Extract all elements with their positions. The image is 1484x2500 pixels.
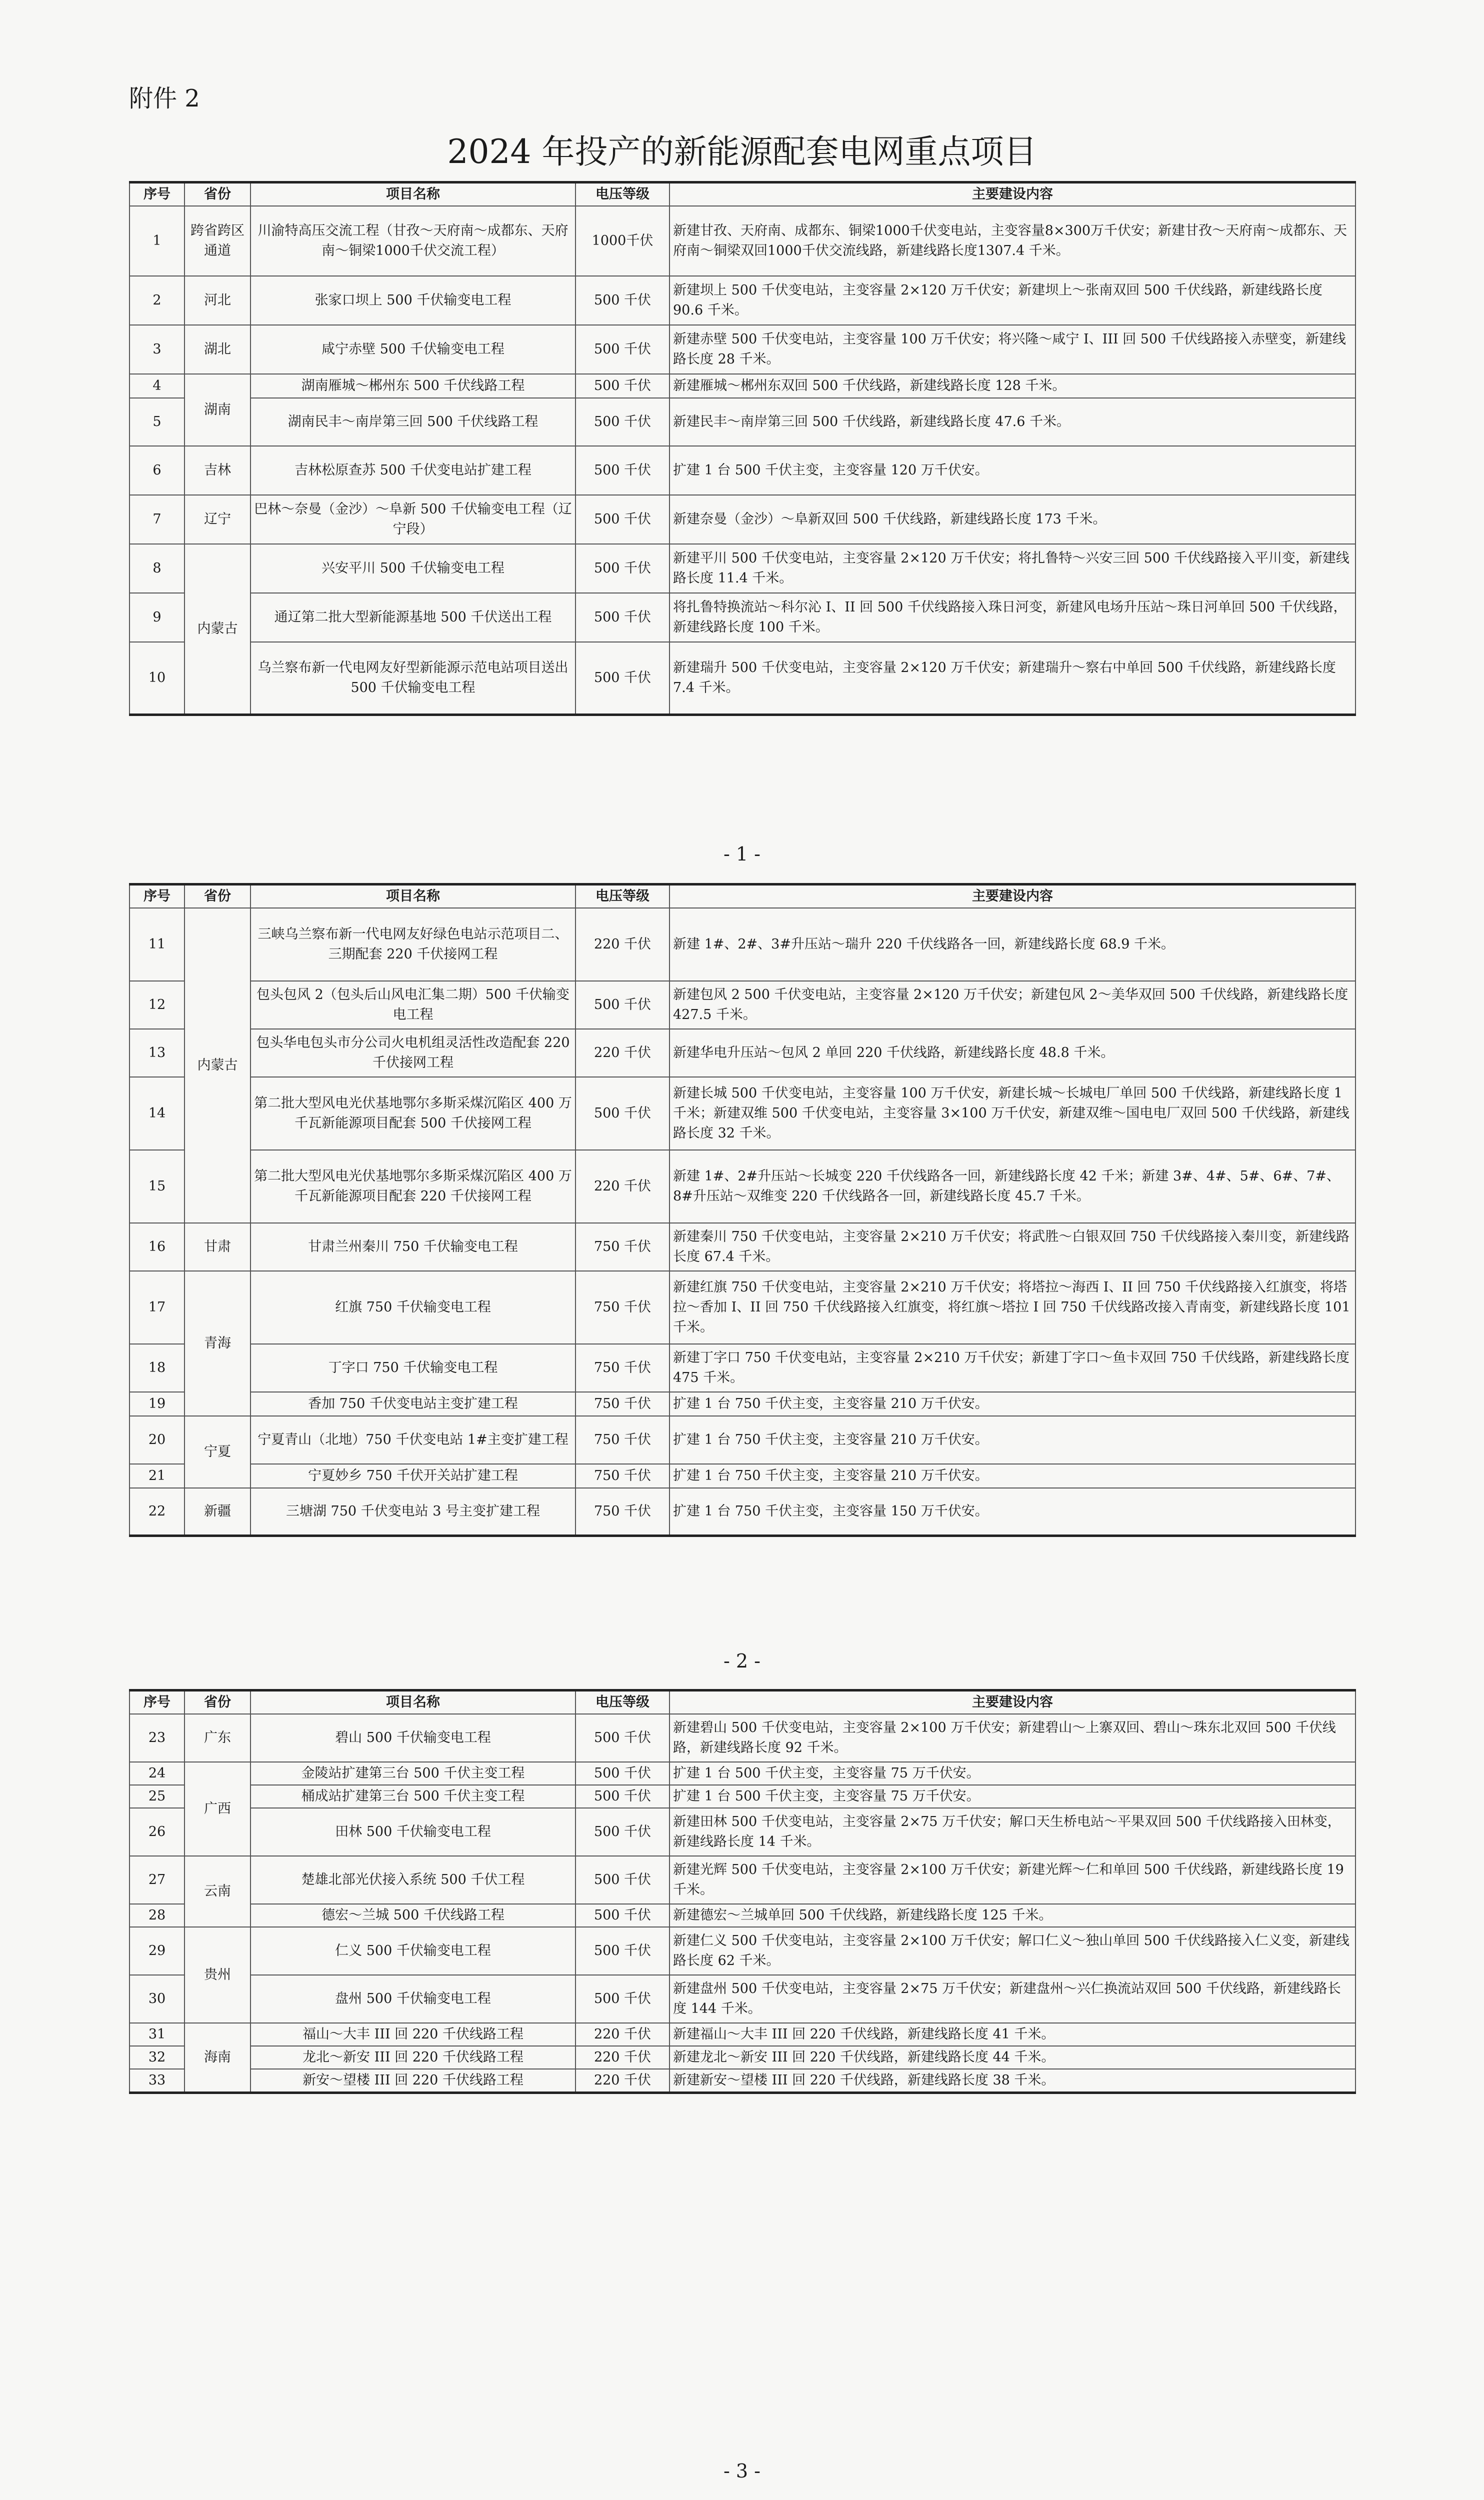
project-name: 楚雄北部光伏接入系统 500 千伏工程 xyxy=(250,1856,576,1904)
province-cell: 内蒙古 xyxy=(184,908,250,1223)
table-header-row xyxy=(130,884,1356,908)
row-no: 19 xyxy=(130,1392,184,1416)
province-cell: 湖北 xyxy=(184,325,250,374)
voltage-cell: 500 千伏 xyxy=(576,1904,670,1927)
table-row xyxy=(130,446,1356,495)
project-name: 宁夏青山（北地）750 千伏变电站 1#主变扩建工程 xyxy=(250,1416,576,1464)
projects-table-page-2 xyxy=(129,883,1356,1537)
row-no: 2 xyxy=(130,276,184,325)
row-no: 15 xyxy=(130,1150,184,1223)
table-row xyxy=(130,981,1356,1029)
row-no: 14 xyxy=(130,1077,184,1150)
voltage-cell: 750 千伏 xyxy=(576,1223,670,1271)
content-cell: 新建秦川 750 千伏变电站，主变容量 2×210 万千伏安；将武胜～白银双回 750 千伏线路接入秦川变，新建线路长度 67.4 千米。 xyxy=(670,1223,1356,1271)
project-name: 吉林松原查苏 500 千伏变电站扩建工程 xyxy=(250,446,576,495)
content-cell: 新建包风 2 500 千伏变电站，主变容量 2×120 万千伏安；新建包风 2～美华双回 500 千伏线路，新建线路长度 427.5 千米。 xyxy=(670,981,1356,1029)
header-province: 省份 xyxy=(184,1690,250,1714)
content-cell: 扩建 1 台 750 千伏主变，主变容量 210 万千伏安。 xyxy=(670,1464,1356,1488)
voltage-cell: 500 千伏 xyxy=(576,398,670,446)
projects-table-page-1 xyxy=(129,181,1356,716)
header-no: 序号 xyxy=(130,884,184,908)
voltage-cell: 750 千伏 xyxy=(576,1392,670,1416)
province-cell: 吉林 xyxy=(184,446,250,495)
project-name: 兴安平川 500 千伏输变电工程 xyxy=(250,544,576,593)
document-title: 2024 年投产的新能源配套电网重点项目 xyxy=(447,132,1037,171)
header-name: 项目名称 xyxy=(250,1690,576,1714)
table-row xyxy=(130,1029,1356,1077)
project-name: 丁字口 750 千伏输变电工程 xyxy=(250,1344,576,1392)
voltage-cell: 1000千伏 xyxy=(576,206,670,276)
table-row xyxy=(130,276,1356,325)
voltage-cell: 500 千伏 xyxy=(576,325,670,374)
province-cell: 广西 xyxy=(184,1762,250,1856)
content-cell: 新建华电升压站～包风 2 单回 220 千伏线路，新建线路长度 48.8 千米。 xyxy=(670,1029,1356,1077)
table-row xyxy=(130,1856,1356,1904)
row-no: 25 xyxy=(130,1785,184,1808)
project-name: 三峡乌兰察布新一代电网友好绿色电站示范项目二、三期配套 220 千伏接网工程 xyxy=(250,908,576,981)
voltage-cell: 500 千伏 xyxy=(576,544,670,593)
table-row xyxy=(130,2023,1356,2046)
row-no: 26 xyxy=(130,1808,184,1856)
voltage-cell: 500 千伏 xyxy=(576,1714,670,1762)
row-no: 1 xyxy=(130,206,184,276)
projects-table-page-3 xyxy=(129,1689,1356,2094)
table-row xyxy=(130,1392,1356,1416)
table-row xyxy=(130,1927,1356,1975)
header-province: 省份 xyxy=(184,182,250,206)
project-name: 咸宁赤壁 500 千伏输变电工程 xyxy=(250,325,576,374)
project-name: 张家口坝上 500 千伏输变电工程 xyxy=(250,276,576,325)
table-row xyxy=(130,544,1356,593)
voltage-cell: 220 千伏 xyxy=(576,1029,670,1077)
voltage-cell: 750 千伏 xyxy=(576,1344,670,1392)
content-cell: 新建长城 500 千伏变电站，主变容量 100 万千伏安，新建长城～长城电厂单回 500 千伏线路，新建线路长度 1 千米；新建双维 500 千伏变电站，主变容量 3×100 万千伏安，新建双维～国电电厂双回 500 千伏线路，新建线路长度 32 千米。 xyxy=(670,1077,1356,1150)
annex-label: 附件 2 xyxy=(129,84,200,112)
row-no: 8 xyxy=(130,544,184,593)
project-name: 新安～望楼 III 回 220 千伏线路工程 xyxy=(250,2069,576,2092)
province-cell: 辽宁 xyxy=(184,495,250,544)
table-row xyxy=(130,325,1356,374)
table-row xyxy=(130,642,1356,715)
province-cell: 河北 xyxy=(184,276,250,325)
project-name: 田林 500 千伏输变电工程 xyxy=(250,1808,576,1856)
province-cell: 内蒙古 xyxy=(184,544,250,715)
project-name: 红旗 750 千伏输变电工程 xyxy=(250,1271,576,1344)
voltage-cell: 500 千伏 xyxy=(576,1762,670,1785)
content-cell: 新建红旗 750 千伏变电站，主变容量 2×210 万千伏安；将塔拉～海西 I、II 回 750 千伏线路接入红旗变，将塔拉～香加 I、II 回 750 千伏线路接入红旗变，将红旗～塔拉 I 回 750 千伏线路改接入青南变，新建线路长度 101 千米。 xyxy=(670,1271,1356,1344)
header-content: 主要建设内容 xyxy=(670,1690,1356,1714)
row-no: 32 xyxy=(130,2046,184,2069)
voltage-cell: 500 千伏 xyxy=(576,374,670,398)
row-no: 5 xyxy=(130,398,184,446)
content-cell: 新建雁城～郴州东双回 500 千伏线路，新建线路长度 128 千米。 xyxy=(670,374,1356,398)
voltage-cell: 500 千伏 xyxy=(576,495,670,544)
row-no: 21 xyxy=(130,1464,184,1488)
row-no: 22 xyxy=(130,1488,184,1536)
project-name: 桶成站扩建第三台 500 千伏主变工程 xyxy=(250,1785,576,1808)
voltage-cell: 500 千伏 xyxy=(576,642,670,715)
row-no: 3 xyxy=(130,325,184,374)
voltage-cell: 500 千伏 xyxy=(576,981,670,1029)
table-row xyxy=(130,1344,1356,1392)
header-voltage: 电压等级 xyxy=(576,884,670,908)
voltage-cell: 500 千伏 xyxy=(576,276,670,325)
table-row xyxy=(130,1077,1356,1150)
row-no: 33 xyxy=(130,2069,184,2092)
content-cell: 新建平川 500 千伏变电站，主变容量 2×120 万千伏安；将扎鲁特～兴安三回 500 千伏线路接入平川变，新建线路长度 11.4 千米。 xyxy=(670,544,1356,593)
content-cell: 新建德宏～兰城单回 500 千伏线路，新建线路长度 125 千米。 xyxy=(670,1904,1356,1927)
content-cell: 新建瑞升 500 千伏变电站，主变容量 2×120 万千伏安；新建瑞升～察右中单回 500 千伏线路，新建线路长度 7.4 千米。 xyxy=(670,642,1356,715)
row-no: 23 xyxy=(130,1714,184,1762)
voltage-cell: 500 千伏 xyxy=(576,446,670,495)
header-no: 序号 xyxy=(130,1690,184,1714)
row-no: 4 xyxy=(130,374,184,398)
table-header-row xyxy=(130,1690,1356,1714)
row-no: 29 xyxy=(130,1927,184,1975)
header-voltage: 电压等级 xyxy=(576,1690,670,1714)
table-row xyxy=(130,593,1356,642)
content-cell: 新建 1#、2#、3#升压站～瑞升 220 千伏线路各一回，新建线路长度 68.9 千米。 xyxy=(670,908,1356,981)
table-row xyxy=(130,1150,1356,1223)
table-row xyxy=(130,1714,1356,1762)
content-cell: 新建仁义 500 千伏变电站，主变容量 2×100 万千伏安；解口仁义～独山单回 500 千伏线路接入仁义变，新建线路长度 62 千米。 xyxy=(670,1927,1356,1975)
province-cell: 湖南 xyxy=(184,374,250,446)
project-name: 三塘湖 750 千伏变电站 3 号主变扩建工程 xyxy=(250,1488,576,1536)
row-no: 10 xyxy=(130,642,184,715)
row-no: 16 xyxy=(130,1223,184,1271)
voltage-cell: 500 千伏 xyxy=(576,1927,670,1975)
table-row xyxy=(130,1416,1356,1464)
header-name: 项目名称 xyxy=(250,884,576,908)
row-no: 18 xyxy=(130,1344,184,1392)
content-cell: 新建坝上 500 千伏变电站，主变容量 2×120 万千伏安；新建坝上～张南双回 500 千伏线路，新建线路长度 90.6 千米。 xyxy=(670,276,1356,325)
project-name: 甘肃兰州秦川 750 千伏输变电工程 xyxy=(250,1223,576,1271)
header-no: 序号 xyxy=(130,182,184,206)
project-name: 第二批大型风电光伏基地鄂尔多斯采煤沉陷区 400 万千瓦新能源项目配套 220 千伏接网工程 xyxy=(250,1150,576,1223)
province-cell: 新疆 xyxy=(184,1488,250,1536)
voltage-cell: 220 千伏 xyxy=(576,1150,670,1223)
header-content: 主要建设内容 xyxy=(670,182,1356,206)
page-number: - 3 - xyxy=(723,2460,760,2482)
voltage-cell: 220 千伏 xyxy=(576,2069,670,2092)
voltage-cell: 750 千伏 xyxy=(576,1271,670,1344)
table-row xyxy=(130,374,1356,398)
content-cell: 扩建 1 台 500 千伏主变，主变容量 75 万千伏安。 xyxy=(670,1762,1356,1785)
voltage-cell: 220 千伏 xyxy=(576,908,670,981)
province-cell: 贵州 xyxy=(184,1927,250,2023)
content-cell: 扩建 1 台 750 千伏主变，主变容量 210 万千伏安。 xyxy=(670,1416,1356,1464)
voltage-cell: 500 千伏 xyxy=(576,1808,670,1856)
header-province: 省份 xyxy=(184,884,250,908)
content-cell: 扩建 1 台 500 千伏主变，主变容量 120 万千伏安。 xyxy=(670,446,1356,495)
project-name: 碧山 500 千伏输变电工程 xyxy=(250,1714,576,1762)
content-cell: 新建龙北～新安 III 回 220 千伏线路，新建线路长度 44 千米。 xyxy=(670,2046,1356,2069)
province-cell: 海南 xyxy=(184,2023,250,2092)
province-cell: 云南 xyxy=(184,1856,250,1927)
content-cell: 将扎鲁特换流站～科尔沁 I、II 回 500 千伏线路接入珠日河变，新建风电场升压站～珠日河单回 500 千伏线路，新建线路长度 100 千米。 xyxy=(670,593,1356,642)
content-cell: 新建 1#、2#升压站～长城变 220 千伏线路各一回，新建线路长度 42 千米；新建 3#、4#、5#、6#、7#、8#升压站～双维变 220 千伏线路各一回，新建线路长度 45.7 千米。 xyxy=(670,1150,1356,1223)
row-no: 6 xyxy=(130,446,184,495)
content-cell: 新建民丰～南岸第三回 500 千伏线路，新建线路长度 47.6 千米。 xyxy=(670,398,1356,446)
voltage-cell: 220 千伏 xyxy=(576,2046,670,2069)
table-row xyxy=(130,495,1356,544)
header-voltage: 电压等级 xyxy=(576,182,670,206)
row-no: 30 xyxy=(130,1975,184,2023)
table-row xyxy=(130,1762,1356,1785)
table-header-row xyxy=(130,182,1356,206)
content-cell: 新建丁字口 750 千伏变电站，主变容量 2×210 万千伏安；新建丁字口～鱼卡双回 750 千伏线路，新建线路长度 475 千米。 xyxy=(670,1344,1356,1392)
voltage-cell: 750 千伏 xyxy=(576,1464,670,1488)
voltage-cell: 750 千伏 xyxy=(576,1488,670,1536)
voltage-cell: 500 千伏 xyxy=(576,1785,670,1808)
project-name: 乌兰察布新一代电网友好型新能源示范电站项目送出 500 千伏输变电工程 xyxy=(250,642,576,715)
row-no: 17 xyxy=(130,1271,184,1344)
row-no: 24 xyxy=(130,1762,184,1785)
project-name: 德宏～兰城 500 千伏线路工程 xyxy=(250,1904,576,1927)
project-name: 通辽第二批大型新能源基地 500 千伏送出工程 xyxy=(250,593,576,642)
table-row xyxy=(130,1223,1356,1271)
table-row xyxy=(130,1808,1356,1856)
content-cell: 新建赤壁 500 千伏变电站，主变容量 100 万千伏安；将兴隆～咸宁 I、III 回 500 千伏线路接入赤壁变，新建线路长度 28 千米。 xyxy=(670,325,1356,374)
project-name: 福山～大丰 III 回 220 千伏线路工程 xyxy=(250,2023,576,2046)
table-row xyxy=(130,1904,1356,1927)
voltage-cell: 500 千伏 xyxy=(576,1077,670,1150)
content-cell: 新建福山～大丰 III 回 220 千伏线路，新建线路长度 41 千米。 xyxy=(670,2023,1356,2046)
row-no: 28 xyxy=(130,1904,184,1927)
content-cell: 新建光辉 500 千伏变电站，主变容量 2×100 万千伏安；新建光辉～仁和单回 500 千伏线路，新建线路长度 19 千米。 xyxy=(670,1856,1356,1904)
project-name: 包头包风 2（包头后山风电汇集二期）500 千伏输变电工程 xyxy=(250,981,576,1029)
table-row xyxy=(130,1488,1356,1536)
province-cell: 甘肃 xyxy=(184,1223,250,1271)
voltage-cell: 750 千伏 xyxy=(576,1416,670,1464)
header-content: 主要建设内容 xyxy=(670,884,1356,908)
table-row xyxy=(130,2069,1356,2092)
row-no: 27 xyxy=(130,1856,184,1904)
province-cell: 青海 xyxy=(184,1271,250,1416)
project-name: 川渝特高压交流工程（甘孜～天府南～成都东、天府南～铜梁1000千伏交流工程） xyxy=(250,206,576,276)
content-cell: 扩建 1 台 500 千伏主变，主变容量 75 万千伏安。 xyxy=(670,1785,1356,1808)
province-cell: 宁夏 xyxy=(184,1416,250,1488)
content-cell: 新建盘州 500 千伏变电站，主变容量 2×75 万千伏安；新建盘州～兴仁换流站双回 500 千伏线路，新建线路长度 144 千米。 xyxy=(670,1975,1356,2023)
project-name: 宁夏妙乡 750 千伏开关站扩建工程 xyxy=(250,1464,576,1488)
project-name: 金陵站扩建第三台 500 千伏主变工程 xyxy=(250,1762,576,1785)
voltage-cell: 220 千伏 xyxy=(576,2023,670,2046)
content-cell: 新建甘孜、天府南、成都东、铜梁1000千伏变电站，主变容量8×300万千伏安；新建甘孜～天府南～成都东、天府南～铜梁双回1000千伏交流线路，新建线路长度1307.4 千米。 xyxy=(670,206,1356,276)
content-cell: 新建奈曼（金沙）～阜新双回 500 千伏线路，新建线路长度 173 千米。 xyxy=(670,495,1356,544)
voltage-cell: 500 千伏 xyxy=(576,1856,670,1904)
header-name: 项目名称 xyxy=(250,182,576,206)
table-row xyxy=(130,908,1356,981)
project-name: 湖南民丰～南岸第三回 500 千伏线路工程 xyxy=(250,398,576,446)
project-name: 龙北～新安 III 回 220 千伏线路工程 xyxy=(250,2046,576,2069)
table-row xyxy=(130,1271,1356,1344)
row-no: 31 xyxy=(130,2023,184,2046)
row-no: 12 xyxy=(130,981,184,1029)
voltage-cell: 500 千伏 xyxy=(576,1975,670,2023)
project-name: 包头华电包头市分公司火电机组灵活性改造配套 220 千伏接网工程 xyxy=(250,1029,576,1077)
content-cell: 扩建 1 台 750 千伏主变，主变容量 150 万千伏安。 xyxy=(670,1488,1356,1536)
row-no: 13 xyxy=(130,1029,184,1077)
voltage-cell: 500 千伏 xyxy=(576,593,670,642)
project-name: 第二批大型风电光伏基地鄂尔多斯采煤沉陷区 400 万千瓦新能源项目配套 500 千伏接网工程 xyxy=(250,1077,576,1150)
content-cell: 新建新安～望楼 III 回 220 千伏线路，新建线路长度 38 千米。 xyxy=(670,2069,1356,2092)
row-no: 11 xyxy=(130,908,184,981)
page-number: - 2 - xyxy=(723,1650,760,1672)
table-row xyxy=(130,1975,1356,2023)
content-cell: 新建田林 500 千伏变电站，主变容量 2×75 万千伏安；解口天生桥电站～平果双回 500 千伏线路接入田林变，新建线路长度 14 千米。 xyxy=(670,1808,1356,1856)
project-name: 仁义 500 千伏输变电工程 xyxy=(250,1927,576,1975)
content-cell: 扩建 1 台 750 千伏主变，主变容量 210 万千伏安。 xyxy=(670,1392,1356,1416)
province-cell: 跨省跨区通道 xyxy=(184,206,250,276)
table-row xyxy=(130,398,1356,446)
table-row xyxy=(130,1785,1356,1808)
project-name: 湖南雁城～郴州东 500 千伏线路工程 xyxy=(250,374,576,398)
table-row xyxy=(130,2046,1356,2069)
project-name: 香加 750 千伏变电站主变扩建工程 xyxy=(250,1392,576,1416)
project-name: 盘州 500 千伏输变电工程 xyxy=(250,1975,576,2023)
province-cell: 广东 xyxy=(184,1714,250,1762)
row-no: 7 xyxy=(130,495,184,544)
content-cell: 新建碧山 500 千伏变电站，主变容量 2×100 万千伏安；新建碧山～上寨双回、碧山～珠东北双回 500 千伏线路，新建线路长度 92 千米。 xyxy=(670,1714,1356,1762)
row-no: 20 xyxy=(130,1416,184,1464)
table-row xyxy=(130,206,1356,276)
page-number: - 1 - xyxy=(723,843,760,865)
row-no: 9 xyxy=(130,593,184,642)
table-row xyxy=(130,1464,1356,1488)
project-name: 巴林～奈曼（金沙）～阜新 500 千伏输变电工程（辽宁段） xyxy=(250,495,576,544)
